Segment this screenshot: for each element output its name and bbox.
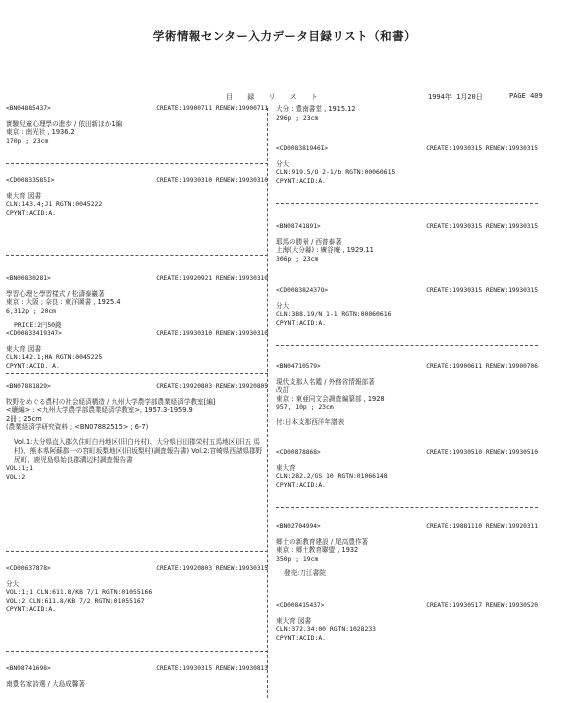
- record-distributor: 發売:刀江書院: [284, 569, 326, 578]
- record-id: <BN08741891>: [276, 223, 321, 230]
- record-extent: 2冊 ; 25cm: [6, 414, 42, 423]
- record-dates: CREATE:19920803 RENEW:19920805: [156, 383, 268, 390]
- record-header: [276, 145, 538, 154]
- record-publisher: 上海(大分縣) : 廣谷庵 , 1929.11: [276, 246, 374, 255]
- record-id: <CD00878868>: [276, 449, 321, 456]
- record-id: <BN04885437>: [6, 105, 51, 112]
- record-note: 付:日本支那西洋年譜表: [276, 417, 345, 426]
- record-header: [6, 330, 268, 339]
- record-header: [6, 177, 268, 186]
- record-edition: 改訂: [276, 386, 290, 395]
- record-header: [276, 287, 538, 296]
- record-volume: VOL:1;1: [6, 464, 33, 473]
- holding-record: [6, 177, 268, 217]
- holding-call-number: CLN:388.19/N 1-1 RGTN:00060616: [276, 310, 392, 319]
- record-title: 現代支那人名鑑 / 外務省情報部著: [276, 377, 375, 386]
- record-dates: CREATE:19930315 RENEW:19930813: [156, 665, 268, 672]
- holding-call-number: CLN:919.5/O 2-1/b RGTN:00060615: [276, 168, 396, 177]
- record-extent: 957, 10p ; 23cm: [276, 403, 334, 412]
- holding-call-number: CLN:142.1;HA RGTN:0045225: [6, 353, 103, 362]
- record-extent: 170p ; 23cm: [6, 136, 49, 145]
- record-extent: 350p ; 19cm: [276, 554, 319, 563]
- holding-copy-note: CPYNT:ACID:A.: [6, 208, 57, 217]
- record-header: [6, 275, 268, 284]
- catalog-record: [6, 275, 268, 330]
- record-publisher: 大分 : 豊南書堂 , 1915.12: [276, 105, 356, 113]
- record-header: [276, 602, 538, 611]
- catalog-record: [6, 383, 268, 482]
- record-extent: 6,312p ; 20cm: [6, 306, 57, 315]
- record-extent: 296p ; 23cm: [276, 113, 319, 122]
- record-dates: CREATE:19930315 RENEW:19930315: [426, 223, 538, 230]
- holding-call-number: CLN:143.4;J1 RGTN:0045222: [6, 200, 103, 209]
- holding-library: 分大: [6, 579, 20, 588]
- holding-library: 東大育 図書: [6, 344, 42, 353]
- list-date: 1994年 1月20日: [428, 93, 483, 101]
- holding-copy-note: CPYNT:ACID:A.: [276, 480, 327, 489]
- record-separator: [6, 551, 268, 552]
- record-separator: [276, 345, 538, 346]
- holding-library: 分大: [276, 301, 290, 310]
- record-id: <BN04710579>: [276, 363, 321, 370]
- record-publisher: 東京 : 東亜同文会調査編纂部 , 1928: [276, 394, 385, 403]
- record-header: [276, 363, 538, 372]
- list-header: [0, 92, 569, 104]
- record-dates: CREATE:19930315 RENEW:19930315: [426, 145, 538, 152]
- catalog-record: [276, 523, 538, 578]
- holding-copy-note: CPYNT:ACID:A.: [276, 318, 327, 327]
- record-id: <BN07881829>: [6, 383, 51, 390]
- record-separator: [276, 507, 538, 508]
- record-header: [6, 105, 268, 114]
- catalog-record-continued: [276, 105, 538, 122]
- record-title: 郷土の新教育建設 / 尾高豊作著: [276, 537, 369, 546]
- record-id: <CD00833419347>: [6, 330, 62, 337]
- holding-copy-note: CPYNT:ACID:A.: [276, 633, 327, 642]
- record-dates: CREATE:19881110 RENEW:19920311: [426, 523, 538, 530]
- holding-call-number: VOL:1;1 CLN:611.8/KB 7/1 RGTN:01055166: [6, 588, 153, 597]
- holding-record: [276, 449, 538, 489]
- record-dates: CREATE:19900611 RENEW:19900706: [426, 363, 538, 370]
- record-extent: 306p ; 23cm: [276, 254, 319, 263]
- record-dates: CREATE:19930510 RENEW:19930510: [426, 449, 538, 456]
- record-separator: [6, 651, 268, 652]
- record-header: [276, 523, 538, 532]
- page-title: 学術情報センター入力データ目録リスト（和書）: [152, 29, 417, 43]
- holding-copy-note: CPYNT:ACID:A.: [6, 605, 57, 614]
- record-id: <CD008381946I>: [276, 145, 329, 152]
- record-header: [276, 223, 538, 232]
- record-title: 學習心理と學習樣式 / 松濤泰巖著: [6, 289, 105, 298]
- record-id: <CD00637878>: [6, 565, 51, 572]
- record-dates: CREATE:19930310 RENEW:19930310: [156, 177, 268, 184]
- holding-call-number: CLN:372.34:00 RGTN:1028233: [276, 625, 377, 634]
- record-volume: VOL:2: [6, 472, 26, 481]
- record-contents-note: Vol.1:大分県直入郡久住町白丹地区(旧白丹村)、大分県日田郡栄村五馬地区(旧五 馬村)、熊本県阿蘇郡一の宮町坂梨地区(旧坂梨村)調査報告書) Vol.2:宮崎県西諸県郡野尻町、鹿児島県始良郡溝辺村調査報告書: [14, 437, 263, 464]
- record-id: <CD008382437O>: [276, 287, 329, 294]
- holding-call-number: VOL:2 CLN:611.8/KB 7/2 RGTN:01055167: [6, 596, 145, 605]
- holding-record: [276, 602, 538, 642]
- record-title: 耶馬の勝景 / 西普泰著: [276, 237, 342, 246]
- record-separator: [6, 373, 268, 374]
- record-publisher: 東京 : 南光社 , 1936.2: [6, 128, 75, 137]
- record-id: <BN02704994>: [276, 523, 321, 530]
- record-header: [6, 565, 268, 574]
- list-subtitle: 目 録 リ ス ト: [226, 93, 324, 101]
- holding-library: 東大育 図書: [6, 191, 42, 200]
- record-separator: [6, 255, 268, 256]
- record-title: 南豊名家詩選 / 大島成馨著: [6, 679, 85, 688]
- record-header: [6, 383, 268, 392]
- record-series: (農業経済学研究資料 ; <BN07882515> ; 6-7): [6, 423, 149, 432]
- catalog-record: [6, 665, 268, 688]
- holding-library: 分大: [276, 159, 290, 168]
- record-title: 牧野をめぐる農村の社会経済構造 / 九州大学農学部農業経済学教室[編]: [6, 397, 216, 406]
- record-title: 實驗兒童心理學の進步 / 依田新ほか1編: [6, 119, 123, 128]
- holding-call-number: CLN:282.2/GS 10 RGTN:01066148: [276, 472, 388, 481]
- record-id: <BN08741698>: [6, 665, 51, 672]
- record-dates: CREATE:19930315 RENEW:19930315: [426, 287, 538, 294]
- holding-copy-note: CPYNT:ACID:A.: [276, 176, 327, 185]
- holding-library: 東大育 図書: [276, 616, 312, 625]
- holding-record: [276, 145, 538, 185]
- holding-record: [6, 330, 268, 370]
- record-publisher: 東京 : 大阪 ; 奈良 : 東洋圖書 , 1925.4: [6, 298, 121, 307]
- holding-record: [6, 565, 268, 614]
- record-separator: [6, 163, 268, 164]
- record-id: <CD00833585I>: [6, 177, 55, 184]
- holding-library: 東大育: [276, 463, 296, 472]
- holding-record: [276, 287, 538, 327]
- record-id: <BN00830281>: [6, 275, 51, 282]
- catalog-record: [6, 105, 268, 145]
- page-number: PAGE 409: [509, 92, 543, 100]
- record-price: PRICE:2円50錢: [14, 321, 62, 330]
- catalog-record: [276, 363, 538, 427]
- catalog-record: [276, 223, 538, 263]
- holding-copy-note: CPYNT:ACID. A.: [6, 361, 60, 370]
- record-dates: CREATE:19920921 RENEW:19930310: [156, 275, 268, 282]
- record-dates: CREATE:19920803 RENEW:19930315: [156, 565, 268, 572]
- record-header: [276, 449, 538, 458]
- record-separator: [276, 203, 538, 204]
- record-publisher: 東京 : 郷土教育聯盟 , 1932: [276, 546, 359, 555]
- record-dates: CREATE:19900711 RENEW:19900711: [156, 105, 268, 112]
- record-dates: CREATE:19930310 RENEW:19930310: [156, 330, 268, 337]
- record-header: [6, 665, 268, 674]
- record-dates: CREATE:19930517 RENEW:19930520: [426, 602, 538, 609]
- record-publisher: <續編> : <九州大学農学部農業経済学教室>, 1957.3-1959.9: [6, 406, 193, 415]
- record-id: <CD008415437>: [276, 602, 325, 609]
